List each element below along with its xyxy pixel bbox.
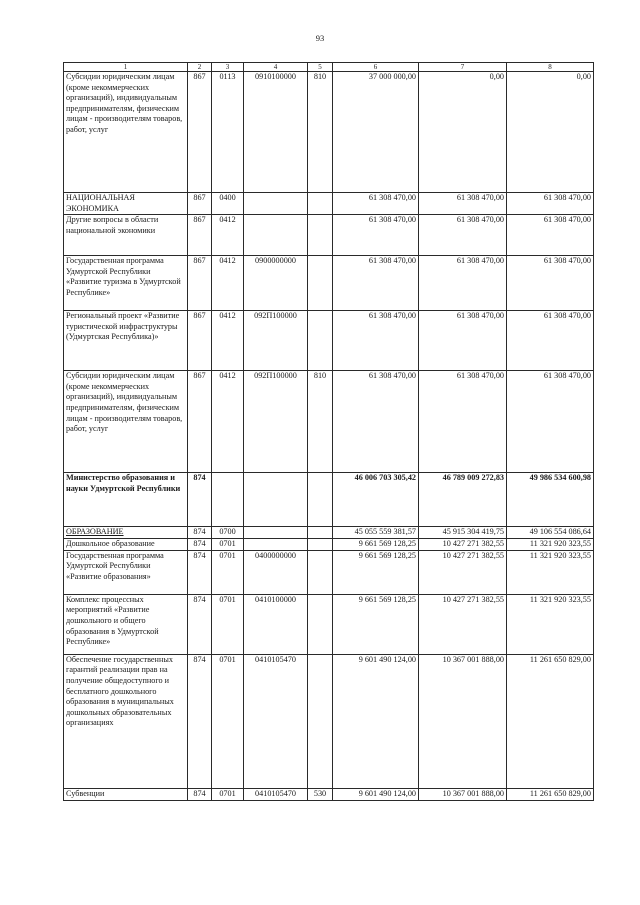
table-row (64, 473, 594, 527)
row-name (64, 215, 188, 256)
row-ministry-code-text: 867 (193, 215, 206, 225)
row-target-code (244, 193, 308, 215)
row-sum-year3 (507, 473, 594, 527)
row-sum-year2-text: 10 427 271 382,55 (442, 539, 504, 549)
row-sum-year2-text: 61 308 470,00 (456, 215, 504, 225)
row-sum-year2 (419, 550, 507, 594)
row-expense-code (308, 527, 333, 539)
row-sum-year1-text: 9 601 490 124,00 (358, 654, 416, 664)
row-sum-year3-text: 11 261 650 829,00 (529, 788, 591, 798)
row-expense-code-text: 530 (313, 788, 327, 798)
row-sum-year1 (333, 371, 419, 473)
row-name (64, 371, 188, 473)
row-ministry-code (188, 371, 212, 473)
row-target-code (244, 473, 308, 527)
row-ministry-code (188, 654, 212, 788)
row-sum-year2-text: 61 308 470,00 (456, 256, 504, 266)
row-sum-year2 (419, 527, 507, 539)
row-target-code (244, 72, 308, 193)
row-expense-code (308, 311, 333, 371)
row-sum-year3 (507, 193, 594, 215)
table-row (64, 256, 594, 311)
row-sum-year3-text: 11 321 920 323,55 (529, 594, 591, 604)
row-target-code-text: 092П100000 (254, 371, 297, 381)
row-sum-year2-text: 46 789 009 272,83 (442, 473, 504, 483)
row-expense-code (308, 654, 333, 788)
row-target-code-text: 0910100000 (255, 72, 296, 81)
table-row (64, 539, 594, 551)
row-target-code (244, 527, 308, 539)
row-ministry-code-text: 874 (193, 594, 206, 604)
row-ministry-code (188, 550, 212, 594)
table-row (64, 527, 594, 539)
row-name-text: Обеспечение государственных гарантий реализации прав на получение общедоступного и бесплатного дошкольного образования в муниципальных дошкольных образовательных организациях (66, 654, 174, 728)
row-sum-year2-text: 10 427 271 382,55 (442, 594, 504, 604)
row-ministry-code (188, 788, 212, 800)
row-sum-year3-text: 49 986 534 600,98 (529, 473, 591, 483)
row-ministry-code (188, 594, 212, 654)
row-ministry-code-text: 874 (193, 550, 206, 560)
row-sum-year1-text: 61 308 470,00 (368, 256, 416, 266)
row-name (64, 788, 188, 800)
table-row (64, 311, 594, 371)
row-sum-year1 (333, 539, 419, 551)
row-name (64, 256, 188, 311)
row-section-code (212, 788, 244, 800)
row-sum-year1 (333, 654, 419, 788)
row-name (64, 654, 188, 788)
row-sum-year2-text: 61 308 470,00 (456, 371, 504, 381)
row-sum-year3-text: 11 321 920 323,55 (529, 550, 591, 560)
row-expense-code (308, 539, 333, 551)
row-target-code-text: 0410100000 (255, 594, 296, 604)
table-row (64, 550, 594, 594)
budget-table (63, 62, 594, 801)
row-ministry-code-text: 867 (193, 371, 206, 381)
row-sum-year1 (333, 193, 419, 215)
row-ministry-code-text: 874 (193, 539, 206, 549)
row-section-code (212, 193, 244, 215)
row-sum-year1 (333, 527, 419, 539)
row-target-code-text: 092П100000 (254, 311, 297, 321)
table-row (64, 788, 594, 800)
row-sum-year2-text: 10 367 001 888,00 (442, 654, 504, 664)
row-sum-year3-text: 61 308 470,00 (543, 371, 591, 381)
row-sum-year3 (507, 311, 594, 371)
column-header-sum3: 8 (507, 63, 594, 72)
row-sum-year2-text: 10 367 001 888,00 (442, 788, 504, 798)
row-section-code-text: 0701 (219, 550, 236, 560)
row-expense-code (308, 473, 333, 527)
row-ministry-code-text: 874 (193, 473, 206, 483)
row-name-text: Дошкольное образование (66, 539, 155, 549)
column-header-row (64, 63, 594, 72)
row-sum-year2 (419, 788, 507, 800)
table-body (64, 63, 594, 801)
row-section-code-text: 0412 (219, 256, 236, 266)
row-section-code-text: 0701 (219, 788, 236, 798)
row-sum-year1-text: 9 661 569 128,25 (358, 539, 416, 549)
row-name (64, 550, 188, 594)
row-sum-year3 (507, 527, 594, 539)
row-sum-year2 (419, 594, 507, 654)
row-sum-year3 (507, 788, 594, 800)
row-target-code (244, 215, 308, 256)
row-sum-year2 (419, 473, 507, 527)
row-sum-year3-text: 61 308 470,00 (543, 193, 591, 202)
row-sum-year1 (333, 594, 419, 654)
row-sum-year3 (507, 594, 594, 654)
row-section-code-text: 0412 (219, 311, 236, 321)
row-section-code (212, 256, 244, 311)
row-name-text: Государственная программа Удмуртской Республики «Развитие туризма в Удмуртской Республике» (66, 256, 181, 297)
row-sum-year2 (419, 539, 507, 551)
row-sum-year3-text: 49 106 554 086,64 (529, 527, 591, 537)
row-sum-year1 (333, 550, 419, 594)
row-sum-year1-text: 46 006 703 305,42 (354, 473, 416, 483)
row-section-code (212, 654, 244, 788)
row-sum-year2-text: 61 308 470,00 (456, 311, 504, 321)
row-sum-year1-text: 9 661 569 128,25 (358, 550, 416, 560)
row-sum-year1 (333, 72, 419, 193)
row-section-code-text: 0113 (219, 72, 236, 81)
table-row (64, 72, 594, 193)
row-target-code (244, 654, 308, 788)
row-sum-year1-text: 37 000 000,00 (368, 72, 416, 81)
row-expense-code (308, 550, 333, 594)
row-sum-year1-text: 61 308 470,00 (368, 215, 416, 225)
row-section-code-text: 0700 (219, 527, 236, 537)
table-row (64, 215, 594, 256)
row-sum-year1 (333, 473, 419, 527)
row-ministry-code-text: 867 (193, 72, 206, 81)
row-ministry-code (188, 193, 212, 215)
row-sum-year2 (419, 311, 507, 371)
row-ministry-code (188, 311, 212, 371)
row-name-text: Субсидии юридическим лицам (кроме некоммерческих организаций), индивидуальным предпринимателям, физическим лицам - производителям товаров, работ, услуг (66, 72, 183, 134)
row-target-code-text: 0410105470 (255, 788, 296, 798)
column-header-section: 3 (212, 63, 244, 72)
row-ministry-code (188, 256, 212, 311)
row-sum-year1 (333, 788, 419, 800)
row-expense-code (308, 594, 333, 654)
row-sum-year3 (507, 72, 594, 193)
row-expense-code (308, 215, 333, 256)
row-sum-year3 (507, 550, 594, 594)
row-name (64, 473, 188, 527)
column-header-name: 1 (64, 63, 188, 72)
row-target-code (244, 256, 308, 311)
row-sum-year2 (419, 72, 507, 193)
row-sum-year3 (507, 539, 594, 551)
row-sum-year1-text: 61 308 470,00 (368, 193, 416, 202)
row-ministry-code-text: 874 (193, 654, 206, 664)
row-section-code (212, 527, 244, 539)
row-section-code-text: 0701 (219, 539, 236, 549)
row-expense-code (308, 371, 333, 473)
row-sum-year2 (419, 215, 507, 256)
row-name-text: Комплекс процессных мероприятий «Развитие дошкольного и общего образования в Удмуртской Республике» (66, 594, 159, 647)
row-ministry-code (188, 473, 212, 527)
row-section-code (212, 215, 244, 256)
row-name (64, 311, 188, 371)
row-expense-code-text: 810 (313, 371, 327, 381)
table-row (64, 193, 594, 215)
row-expense-code (308, 788, 333, 800)
row-target-code (244, 594, 308, 654)
row-name-text: Субсидии юридическим лицам (кроме некоммерческих организаций), индивидуальным предпринимателям, физическим лицам - производителям товаров, работ, услуг (66, 371, 183, 434)
row-section-code (212, 539, 244, 551)
row-section-code-text: 0400 (219, 193, 236, 202)
row-name (64, 527, 188, 539)
row-sum-year2-text: 61 308 470,00 (456, 193, 504, 202)
row-sum-year2-text: 45 915 304 419,75 (442, 527, 504, 537)
row-sum-year3 (507, 256, 594, 311)
row-ministry-code (188, 527, 212, 539)
row-name (64, 72, 188, 193)
row-expense-code (308, 72, 333, 193)
row-name (64, 539, 188, 551)
row-section-code (212, 550, 244, 594)
row-section-code-text: 0701 (219, 654, 236, 664)
row-sum-year1-text: 9 601 490 124,00 (358, 788, 416, 798)
row-sum-year3 (507, 215, 594, 256)
row-name-text: НАЦИОНАЛЬНАЯ ЭКОНОМИКА (66, 193, 135, 213)
row-ministry-code-text: 867 (193, 256, 206, 266)
row-expense-code (308, 193, 333, 215)
row-ministry-code-text: 867 (193, 311, 206, 321)
row-sum-year1-text: 9 661 569 128,25 (358, 594, 416, 604)
row-target-code (244, 539, 308, 551)
row-sum-year2-text: 0,00 (489, 72, 504, 81)
row-name-text: Субвенции (66, 788, 105, 798)
column-header-ministry: 2 (188, 63, 212, 72)
row-ministry-code (188, 72, 212, 193)
row-sum-year1-text: 45 055 559 381,57 (354, 527, 416, 537)
row-target-code (244, 550, 308, 594)
row-section-code (212, 72, 244, 193)
row-name-text: ОБРАЗОВАНИЕ (66, 527, 124, 537)
column-header-expense: 5 (308, 63, 333, 72)
row-sum-year1-text: 61 308 470,00 (368, 371, 416, 381)
row-section-code (212, 371, 244, 473)
row-target-code (244, 788, 308, 800)
row-sum-year1-text: 61 308 470,00 (368, 311, 416, 321)
table-row (64, 371, 594, 473)
row-sum-year2-text: 10 427 271 382,55 (442, 550, 504, 560)
row-name-text: Государственная программа Удмуртской Республики «Развитие образования» (66, 550, 164, 581)
page-number: 93 (315, 33, 325, 43)
row-name (64, 193, 188, 215)
row-expense-code (308, 256, 333, 311)
row-sum-year1 (333, 311, 419, 371)
row-sum-year3-text: 61 308 470,00 (543, 215, 591, 225)
row-section-code (212, 594, 244, 654)
row-sum-year3-text: 61 308 470,00 (543, 311, 591, 321)
row-sum-year3-text: 11 261 650 829,00 (529, 654, 591, 664)
row-sum-year3 (507, 371, 594, 473)
row-ministry-code (188, 539, 212, 551)
column-header-sum1: 6 (333, 63, 419, 72)
row-section-code (212, 311, 244, 371)
row-expense-code-text: 810 (313, 72, 327, 81)
row-section-code (212, 473, 244, 527)
column-header-sum2: 7 (419, 63, 507, 72)
row-sum-year3-text: 61 308 470,00 (543, 256, 591, 266)
row-name-text: Другие вопросы в области национальной экономики (66, 215, 159, 235)
row-target-code-text: 0900000000 (255, 256, 296, 266)
row-sum-year2 (419, 371, 507, 473)
table-row (64, 654, 594, 788)
row-section-code-text: 0701 (219, 594, 236, 604)
row-sum-year3 (507, 654, 594, 788)
row-section-code-text: 0412 (219, 215, 236, 225)
row-sum-year3-text: 11 321 920 323,55 (529, 539, 591, 549)
row-sum-year2 (419, 654, 507, 788)
row-name-text: Министерство образования и науки Удмуртской Республики (66, 473, 181, 493)
row-name-text: Региональный проект «Развитие туристической инфраструктуры (Удмуртская Республика)» (66, 311, 180, 342)
row-ministry-code (188, 215, 212, 256)
row-target-code (244, 311, 308, 371)
row-sum-year1 (333, 215, 419, 256)
row-sum-year3-text: 0,00 (576, 72, 591, 81)
row-sum-year1 (333, 256, 419, 311)
row-target-code-text: 0410105470 (255, 654, 296, 664)
row-name (64, 594, 188, 654)
row-target-code (244, 371, 308, 473)
row-sum-year2 (419, 256, 507, 311)
row-ministry-code-text: 867 (193, 193, 206, 202)
row-target-code-text: 0400000000 (255, 550, 296, 560)
column-header-target: 4 (244, 63, 308, 72)
row-ministry-code-text: 874 (193, 788, 206, 798)
row-ministry-code-text: 874 (193, 527, 206, 537)
table-row (64, 594, 594, 654)
row-section-code-text: 0412 (219, 371, 236, 381)
row-sum-year2 (419, 193, 507, 215)
